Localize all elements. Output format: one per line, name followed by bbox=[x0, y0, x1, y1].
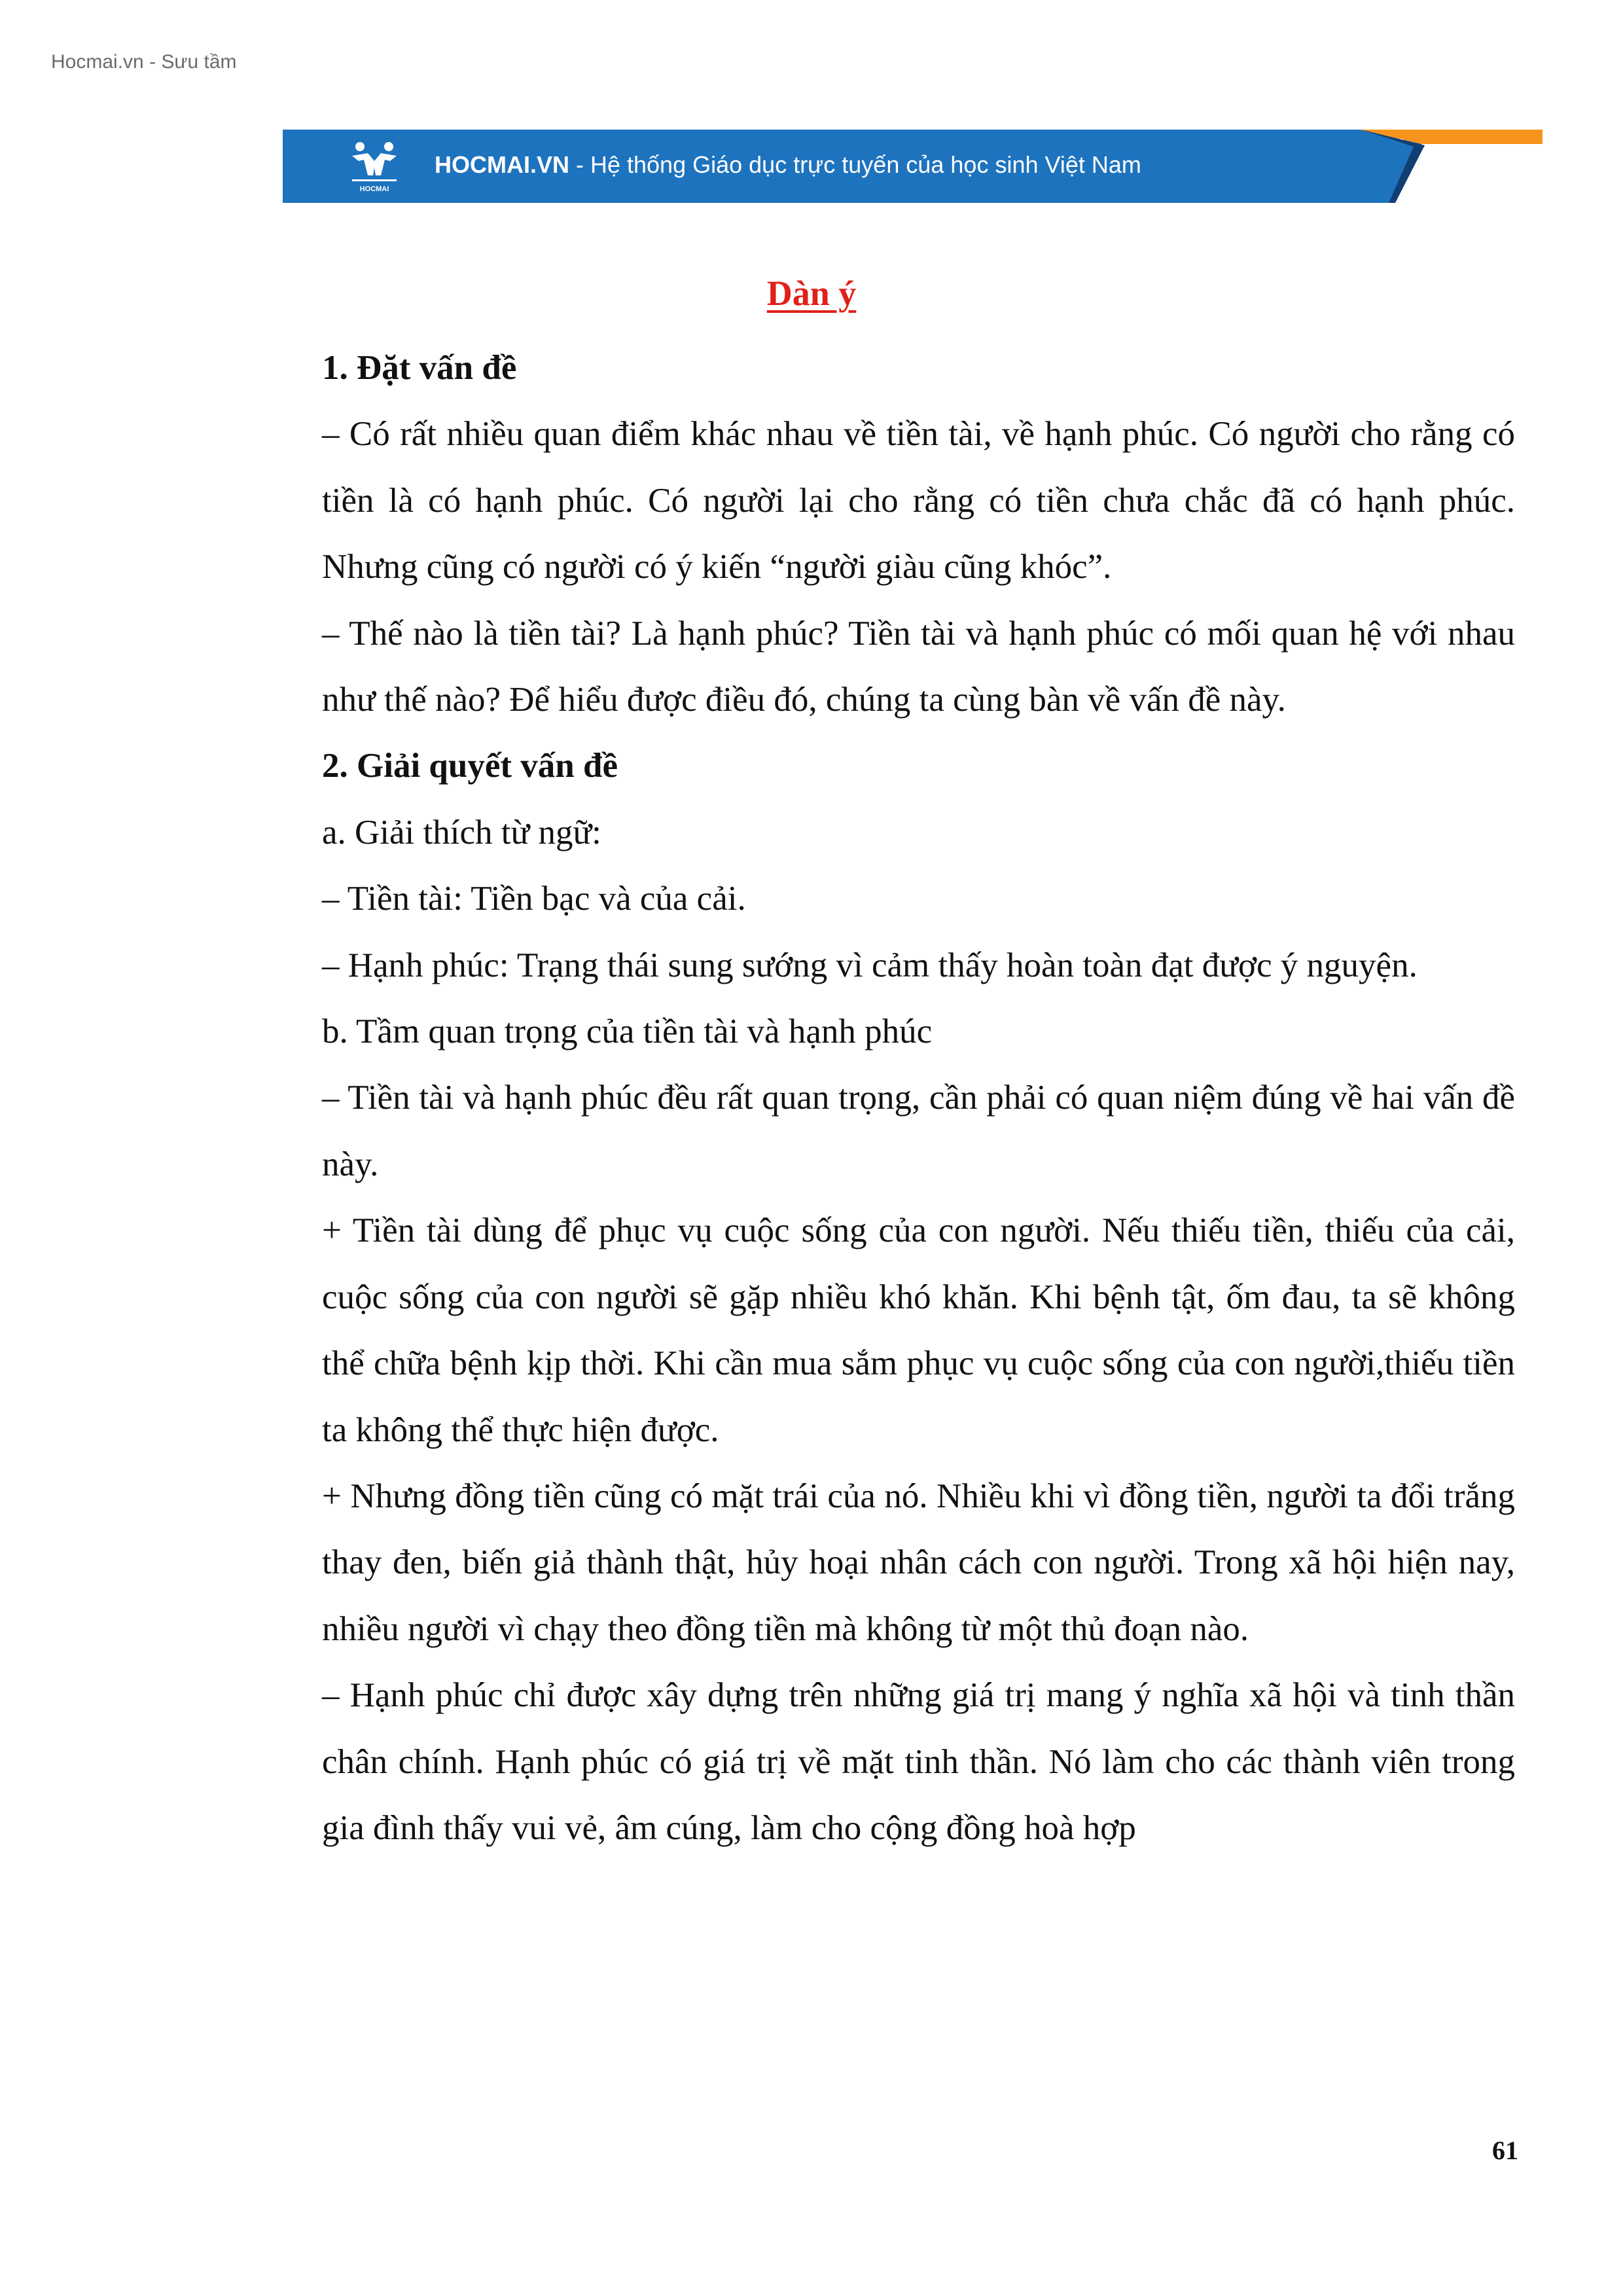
body-paragraph: – Thế nào là tiền tài? Là hạnh phúc? Tiền tài và hạnh phúc có mối quan hệ với nhau như thế nào? Để hiểu được điều đó, chúng ta cùng bàn về vấn đề này. bbox=[322, 614, 1515, 719]
brand-tagline: - Hệ thống Giáo dục trực tuyến của học sinh Việt Nam bbox=[569, 151, 1141, 178]
document-body bbox=[322, 335, 1515, 1861]
body-paragraph: + Nhưng đồng tiền cũng có mặt trái của nó. Nhiều khi vì đồng tiền, người ta đổi trắng thay đen, biến giả thành thật, hủy hoại nhân cách con người. Trong xã hội hiện nay, nhiều người vì chạy theo đồng tiền mà không từ một thủ đoạn nào. bbox=[322, 1477, 1515, 1648]
page-number: 61 bbox=[1492, 2136, 1518, 2165]
body-paragraph: – Hạnh phúc chỉ được xây dựng trên những giá trị mang ý nghĩa xã hội và tinh thần chân chính. Hạnh phúc có giá trị về mặt tinh thần. Nó làm cho các thành viên trong gia đình thấy vui vẻ, âm cúng, làm cho cộng đồng hoà hợp bbox=[322, 1676, 1515, 1847]
body-paragraph: b. Tầm quan trọng của tiền tài và hạnh phúc bbox=[322, 1013, 933, 1051]
document-title: Dàn ý bbox=[766, 274, 857, 313]
source-note: Hocmai.vn - Sưu tầm bbox=[51, 51, 237, 73]
hocmai-logo-icon bbox=[348, 139, 401, 194]
body-paragraph: – Tiền tài: Tiền bạc và của cải. bbox=[322, 880, 746, 918]
banner-brand-text bbox=[435, 151, 1141, 179]
logo-caption: HOCMAI bbox=[359, 185, 389, 193]
body-paragraph: – Có rất nhiều quan điểm khác nhau về tiền tài, về hạnh phúc. Có người cho rằng có tiền là có hạnh phúc. Có người lại cho rằng có tiền chưa chắc đã có hạnh phúc. Nhưng cũng có người có ý kiến “người giàu cũng khóc”. bbox=[322, 415, 1515, 586]
header-banner bbox=[283, 130, 1543, 203]
section-heading: 1. Đặt vấn đề bbox=[322, 349, 517, 387]
body-paragraph: – Tiền tài và hạnh phúc đều rất quan trọng, cần phải có quan niệm đúng về hai vấn đề này. bbox=[322, 1079, 1515, 1183]
brand-name: HOCMAI.VN bbox=[435, 151, 569, 178]
body-paragraph: + Tiền tài dùng để phục vụ cuộc sống của con người. Nếu thiếu tiền, thiếu của cải, cuộc sống của con người sẽ gặp nhiều khó khăn. Khi bệnh tật, ốm đau, ta sẽ không thể chữa bệnh kịp thời. Khi cần mua sắm phục vụ cuộc sống của con người,thiếu tiền ta không thể thực hiện được. bbox=[322, 1211, 1515, 1449]
body-paragraph: a. Giải thích từ ngữ: bbox=[322, 813, 601, 852]
body-paragraph: – Hạnh phúc: Trạng thái sung sướng vì cảm thấy hoàn toàn đạt được ý nguyện. bbox=[322, 946, 1418, 984]
section-heading: 2. Giải quyết vấn đề bbox=[322, 747, 618, 785]
